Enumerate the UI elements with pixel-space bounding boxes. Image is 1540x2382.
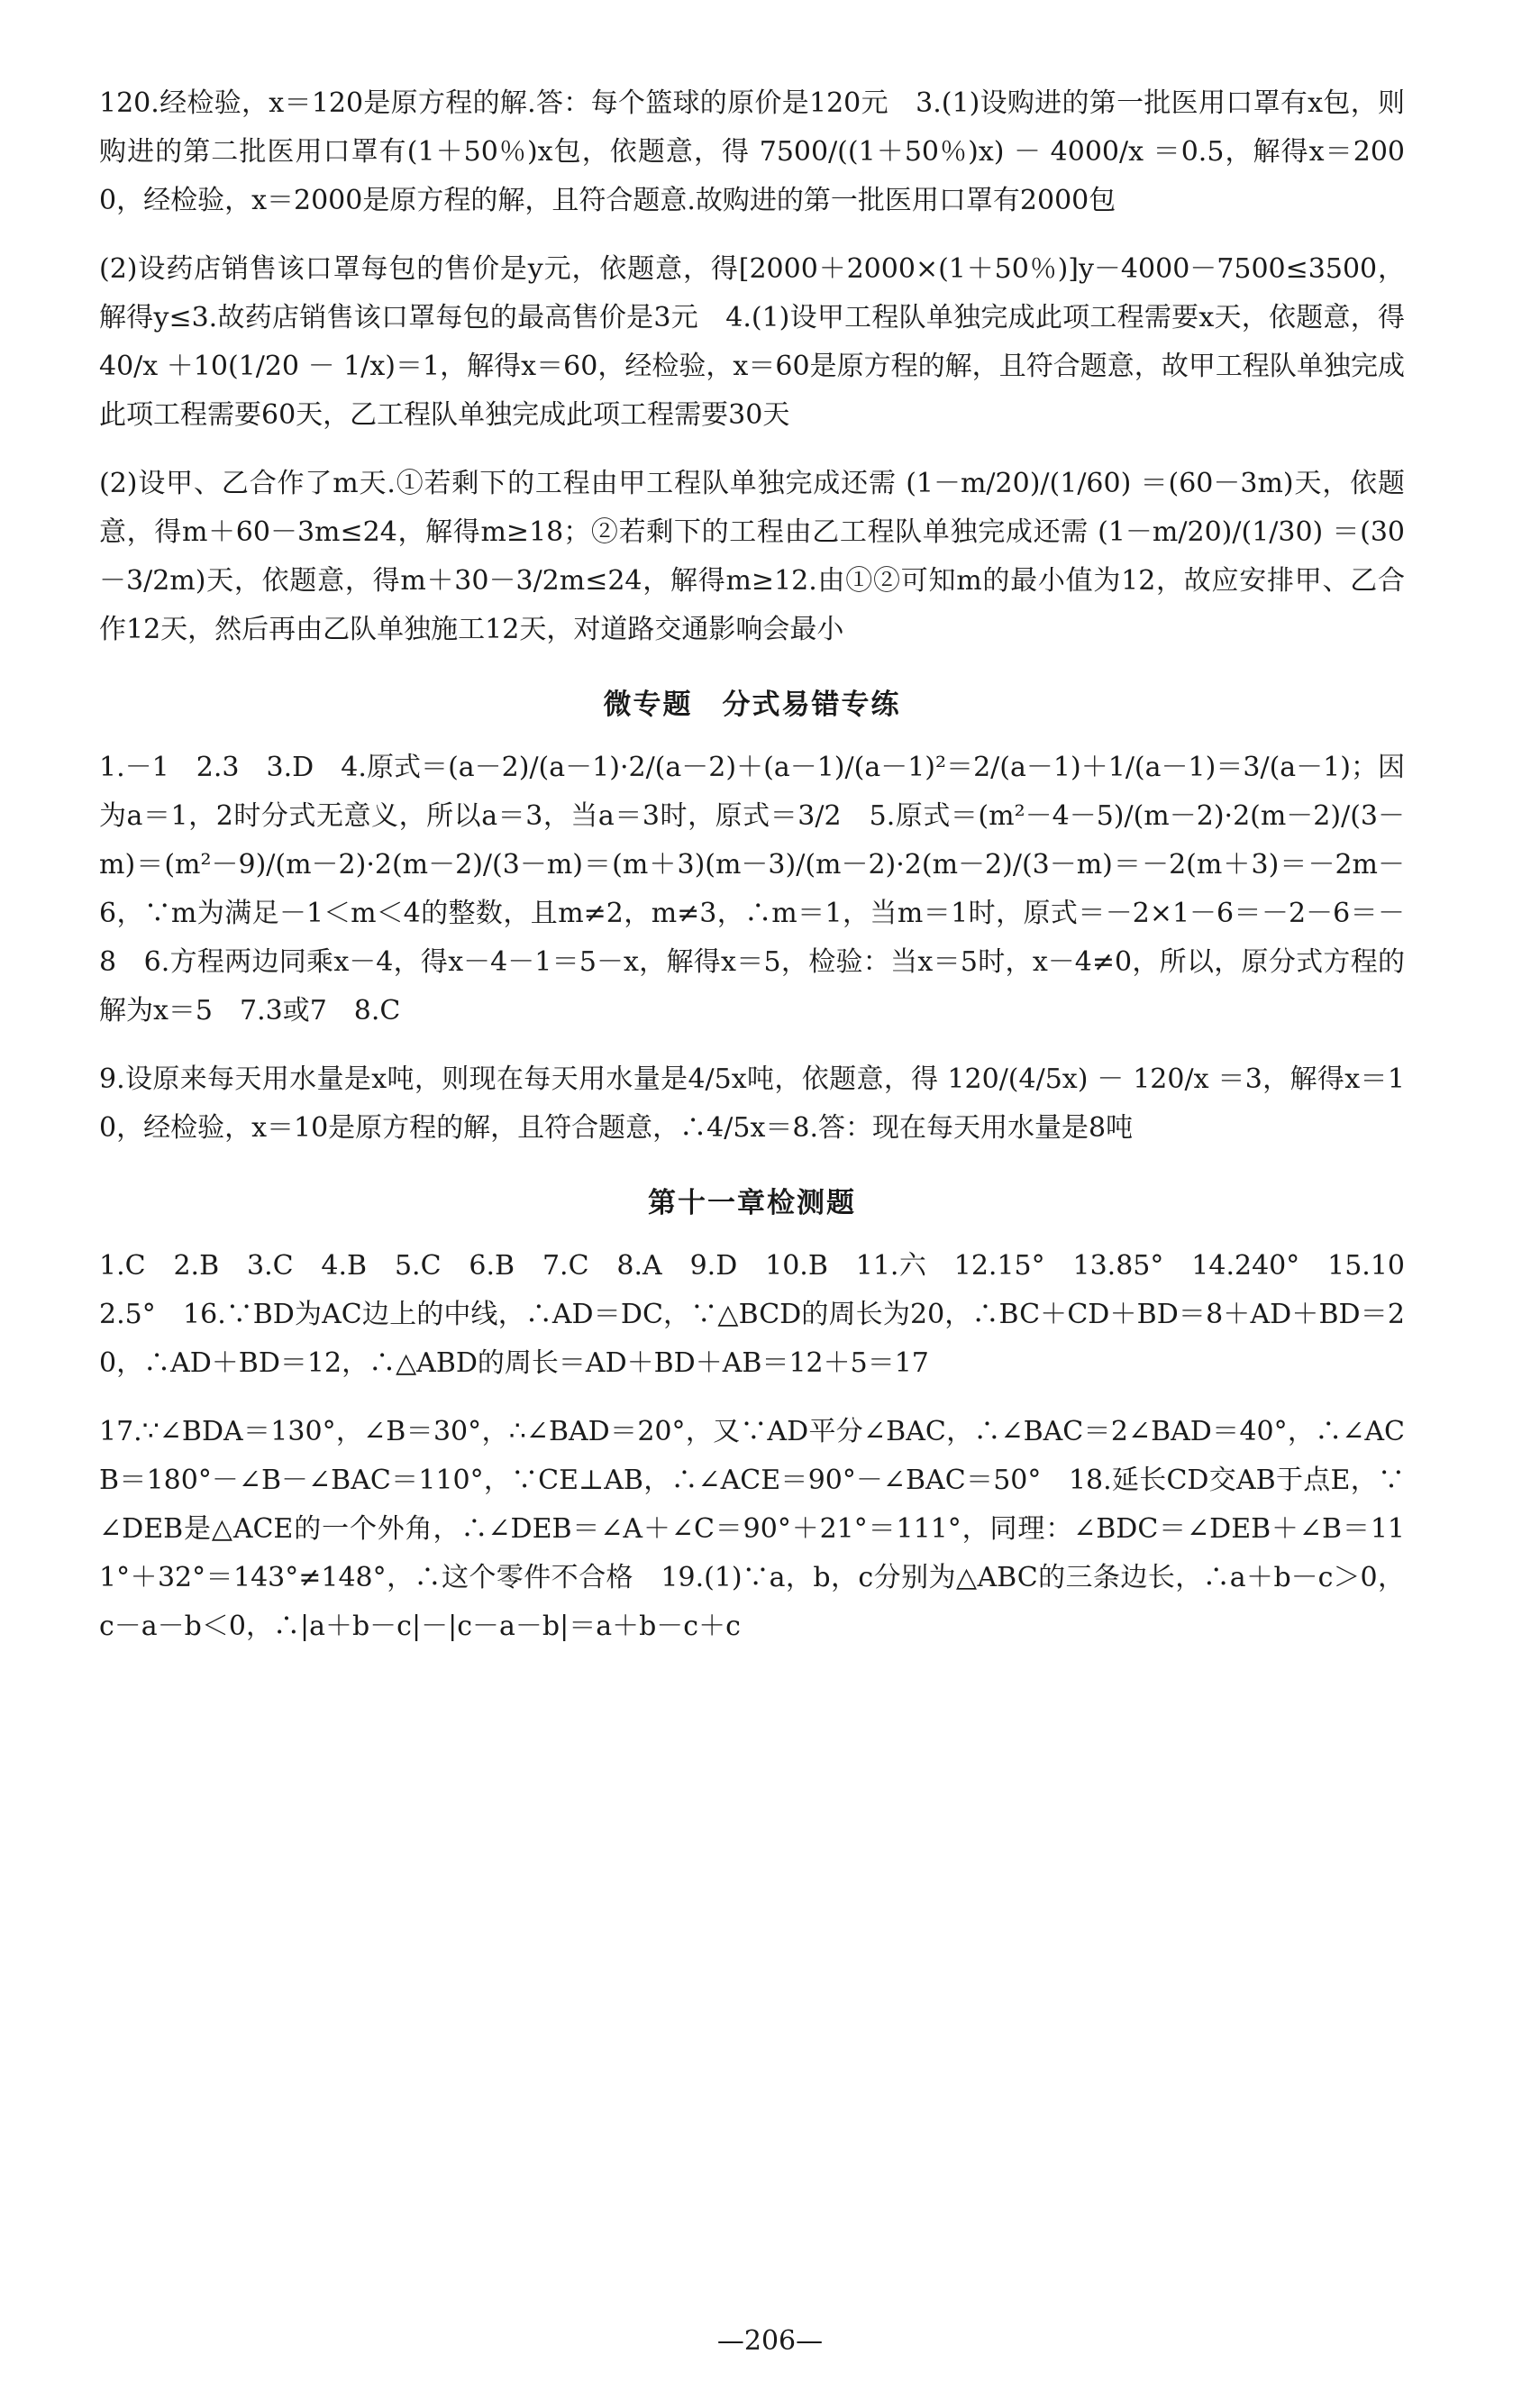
answer-paragraph: 120.经检验，x＝120是原方程的解.答：每个篮球的原价是120元 3.(1)设购进的第一批医用口罩有x包，则购进的第二批医用口罩有(1＋50％)x包，依题意，得 7500/((1＋50％)x) － 4000/x ＝0.5，解得x＝2000，经检验，x＝2000是原方程的解，且符合题意.故购进的第一批医用口罩有2000包: [99, 87, 1405, 216]
answer-paragraph: (2)设甲、乙合作了m天.①若剩下的工程由甲工程队单独完成还需 (1－m/20)/(1/60) ＝(60－3m)天，依题意，得m＋60－3m≤24，解得m≥18；②若剩下的工程由乙工程队单独完成还需 (1－m/20)/(1/30) ＝(30－3/2m)天，依题意，得m＋30－3/2m≤24，解得m≥12.由①②可知m的最小值为12，故应安排甲、乙合作12天，然后再由乙队单独施工12天，对道路交通影响会最小: [99, 468, 1405, 645]
answer-paragraph: 9.设原来每天用水量是x吨，则现在每天用水量是4/5x吨，依题意，得 120/(4/5x) － 120/x ＝3，解得x＝10，经检验，x＝10是原方程的解，且符合题意，∴4/5x＝8.答：现在每天用水量是8吨: [99, 1063, 1405, 1144]
answer-paragraph: (2)设药店销售该口罩每包的售价是y元，依题意，得[2000＋2000×(1＋50％)]y－4000－7500≤3500，解得y≤3.故药店销售该口罩每包的最高售价是3元 4.(1)设甲工程队单独完成此项工程需要x天，依题意，得 40/x ＋10(1/20 － 1/x)＝1，解得x＝60，经检验，x＝60是原方程的解，且符合题意，故甲工程队单独完成此项工程需要60天，乙工程队单独完成此项工程需要30天: [99, 253, 1405, 431]
answer-paragraph: 1.－1 2.3 3.D 4.原式＝(a－2)/(a－1)·2/(a－2)＋(a－1)/(a－1)²＝2/(a－1)＋1/(a－1)＝3/(a－1)；因为a＝1，2时分式无意义，所以a＝3，当a＝3时，原式＝3/2 5.原式＝(m²－4－5)/(m－2)·2(m－2)/(3－m)＝(m²－9)/(m－2)·2(m－2)/(3－m)＝(m＋3)(m－3)/(m－2)·2(m－2)/(3－m)＝－2(m＋3)＝－2m－6，∵m为满足－1＜m＜4的整数，且m≠2，m≠3，∴m＝1，当m＝1时，原式＝－2×1－6＝－2－6＝－8 6.方程两边同乘x－4，得x－4－1＝5－x，解得x＝5，检验：当x＝5时，x－4≠0，所以，原分式方程的解为x＝5 7.3或7 8.C: [99, 752, 1405, 1027]
answer-section-equations: [99, 79, 1405, 654]
answer-section-micro-topic: [99, 681, 1405, 1153]
section-heading: 微专题 分式易错专练: [603, 689, 901, 721]
answer-section-chapter-test: [99, 1180, 1405, 1651]
answer-paragraph: 17.∵∠BDA＝130°，∠B＝30°，∴∠BAD＝20°，又∵AD平分∠BAC，∴∠BAC＝2∠BAD＝40°，∴∠ACB＝180°－∠B－∠BAC＝110°，∵CE⊥AB，∴∠ACE＝90°－∠BAC＝50° 18.延长CD交AB于点E，∵∠DEB是△ACE的一个外角，∴∠DEB＝∠A＋∠C＝90°＋21°＝111°，同理：∠BDC＝∠DEB＋∠B＝111°＋32°＝143°≠148°，∴这个零件不合格 19.(1)∵a，b，c分别为△ABC的三条边长，∴a＋b－c＞0，c－a－b＜0，∴|a＋b－c|－|c－a－b|＝a＋b－c＋c: [99, 1416, 1405, 1642]
section-heading: 第十一章检测题: [648, 1187, 856, 1219]
answer-paragraph: 1.C 2.B 3.C 4.B 5.C 6.B 7.C 8.A 9.D 10.B 11.六 12.15° 13.85° 14.240° 15.102.5° 16.∵BD为AC边上的中线，∴AD＝DC，∵△BCD的周长为20，∴BC＋CD＋BD＝8＋AD＋BD＝20，∴AD＋BD＝12，∴△ABD的周长＝AD＋BD＋AB＝12＋5＝17: [99, 1250, 1405, 1379]
page-number: —206—: [716, 2325, 824, 2357]
